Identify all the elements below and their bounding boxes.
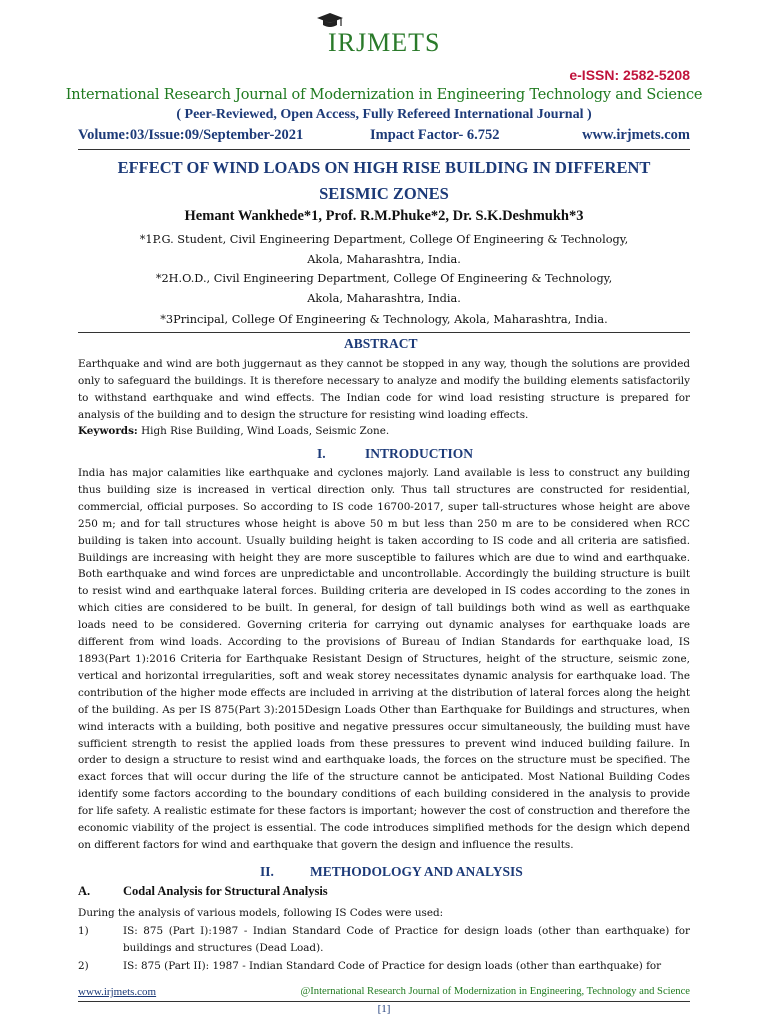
methodology-lead: During the analysis of various models, following IS Codes were used: — [78, 907, 444, 919]
list-item-number: 2) — [78, 960, 89, 972]
author-list: Hemant Wankhede*1, Prof. R.M.Phuke*2, Dr. S.K.Deshmukh*3 — [184, 208, 584, 224]
footer-divider — [78, 1001, 690, 1002]
journal-website[interactable]: www.irjmets.com — [582, 127, 690, 143]
volume-issue: Volume:03/Issue:09/September-2021 — [78, 127, 304, 143]
intro-text: India has major calamities like earthquake and cyclones majorly. Land available is less to construct any building thus building size is increased in vertical direction only. Thus tall structures are constructed for residential, commercial, official purposes. So according to IS code 16700-2017, super tall-structures whose height are above 250 m; and for tall structures whose height is above 50 m but less than 250 m are to be considered when RCC building is taken into account. Usually building height is taken according to IS code and all criteria are satisfied. Buildings are increasing with height they are more susceptible to failures which are due to wind and earthquake. Both earthquake and wind forces are unpredictable and uncontrollable. Accordingly the building structure is built to resist wind and earthquake lateral forces. Building criteria are developed in IS codes according to the zones in which cities are considered to be built. In general, for design of tall buildings both wind as well as earthquake loads need to be considered. Governing criteria for carrying out dynamic analyses for earthquake loads are different from wind loads. According to the provisions of Bureau of Indian Standards for earthquake load, IS 1893(Part 1):2016 Criteria for Earthquake Resistant Design of Structures, height of the structure, seismic zone, vertical and horizontal irregularities, soft and weak storey necessitates dynamic analysis for earthquake load. The contribution of the higher mode effects are included in arriving at the distribution of lateral forces along the height of the building. As per IS 875(Part 3):2015Design Loads Other than Earthquake for Buildings and structures, when wind interacts with a building, both positive and negative pressures occur simultaneously, the building must have sufficient strength to resist the applied loads from these pressures to prevent wind induced building failure. In order to design a structure to resist wind and earthquake loads, the forces on the structure must be specified. The exact forces that will occur during the life of the structure cannot be anticipated. Most National Building Codes identify some factors according to the boundary conditions of each building considered in the analysis to provide for life safety. A realistic estimate for these factors is important; however the cost of construction and therefore the economic viability of the project is essential. The code introduces simplified methods for the design which depend on different factors for wind and earthquake that govern the design and influence the results. — [78, 467, 690, 851]
affiliation-3: *3Principal, College Of Engineering & Technology, Akola, Maharashtra, India. — [160, 313, 608, 326]
subsection-number: A. — [78, 884, 91, 898]
abstract-heading: ABSTRACT — [344, 336, 418, 351]
abstract-text: Earthquake and wind are both juggernaut as they cannot be stopped in any way, though the solutions are provided only to safeguard the buildings. It is therefore necessary to analyze and modify the building elements satisfactorily to withstand earthquake and wind effects. The Indian code for wind load resisting structure is prepared for analysis of the building and to design the structure for resisting wind loading effects. — [78, 358, 690, 421]
keywords-label: Keywords: — [78, 425, 138, 437]
footer-website-link[interactable]: www.irjmets.com — [78, 986, 157, 998]
list-item-text: IS: 875 (Part I):1987 - Indian Standard Code of Practice for design loads (other than earthquake) for buildings and structures (Dead Load). — [123, 925, 690, 954]
subsection-heading: Codal Analysis for Structural Analysis — [123, 884, 328, 898]
page-number: [1] — [377, 1003, 391, 1015]
intro-heading: INTRODUCTION — [365, 446, 474, 461]
methodology-heading: METHODOLOGY AND ANALYSIS — [310, 864, 523, 879]
title-divider — [78, 332, 690, 333]
keywords — [78, 425, 389, 437]
intro-number: I. — [317, 446, 326, 461]
journal-title: International Research Journal of Modernization in Engineering Technology and Science — [65, 87, 703, 103]
methodology-number: II. — [260, 864, 274, 879]
impact-factor: Impact Factor- 6.752 — [370, 127, 500, 143]
affiliation-2a: *2H.O.D., Civil Engineering Department, College Of Engineering & Technology, — [155, 272, 613, 285]
footer-copyright: @International Research Journal of Modernization in Engineering, Technology and Science — [300, 986, 690, 997]
paper-title-line2: SEISMIC ZONES — [319, 184, 449, 203]
header-divider — [78, 149, 690, 150]
affiliation-1a: *1P.G. Student, Civil Engineering Department, College Of Engineering & Technology, — [139, 233, 629, 246]
paper-title-line1: EFFECT OF WIND LOADS ON HIGH RISE BUILDING IN DIFFERENT — [117, 158, 651, 177]
issn: e-ISSN: 2582-5208 — [569, 67, 690, 83]
list-item-number: 1) — [78, 925, 89, 937]
affiliation-2b: Akola, Maharashtra, India. — [307, 292, 461, 305]
logo-text: IRJMETS — [328, 28, 441, 57]
list-item-text: IS: 875 (Part II): 1987 - Indian Standard Code of Practice for design loads (other than earthquake) for — [123, 960, 662, 972]
keywords-value: High Rise Building, Wind Loads, Seismic Zone. — [137, 425, 390, 437]
affiliation-1b: Akola, Maharashtra, India. — [307, 253, 461, 266]
peer-review-note: ( Peer-Reviewed, Open Access, Fully Refereed International Journal ) — [176, 107, 592, 122]
